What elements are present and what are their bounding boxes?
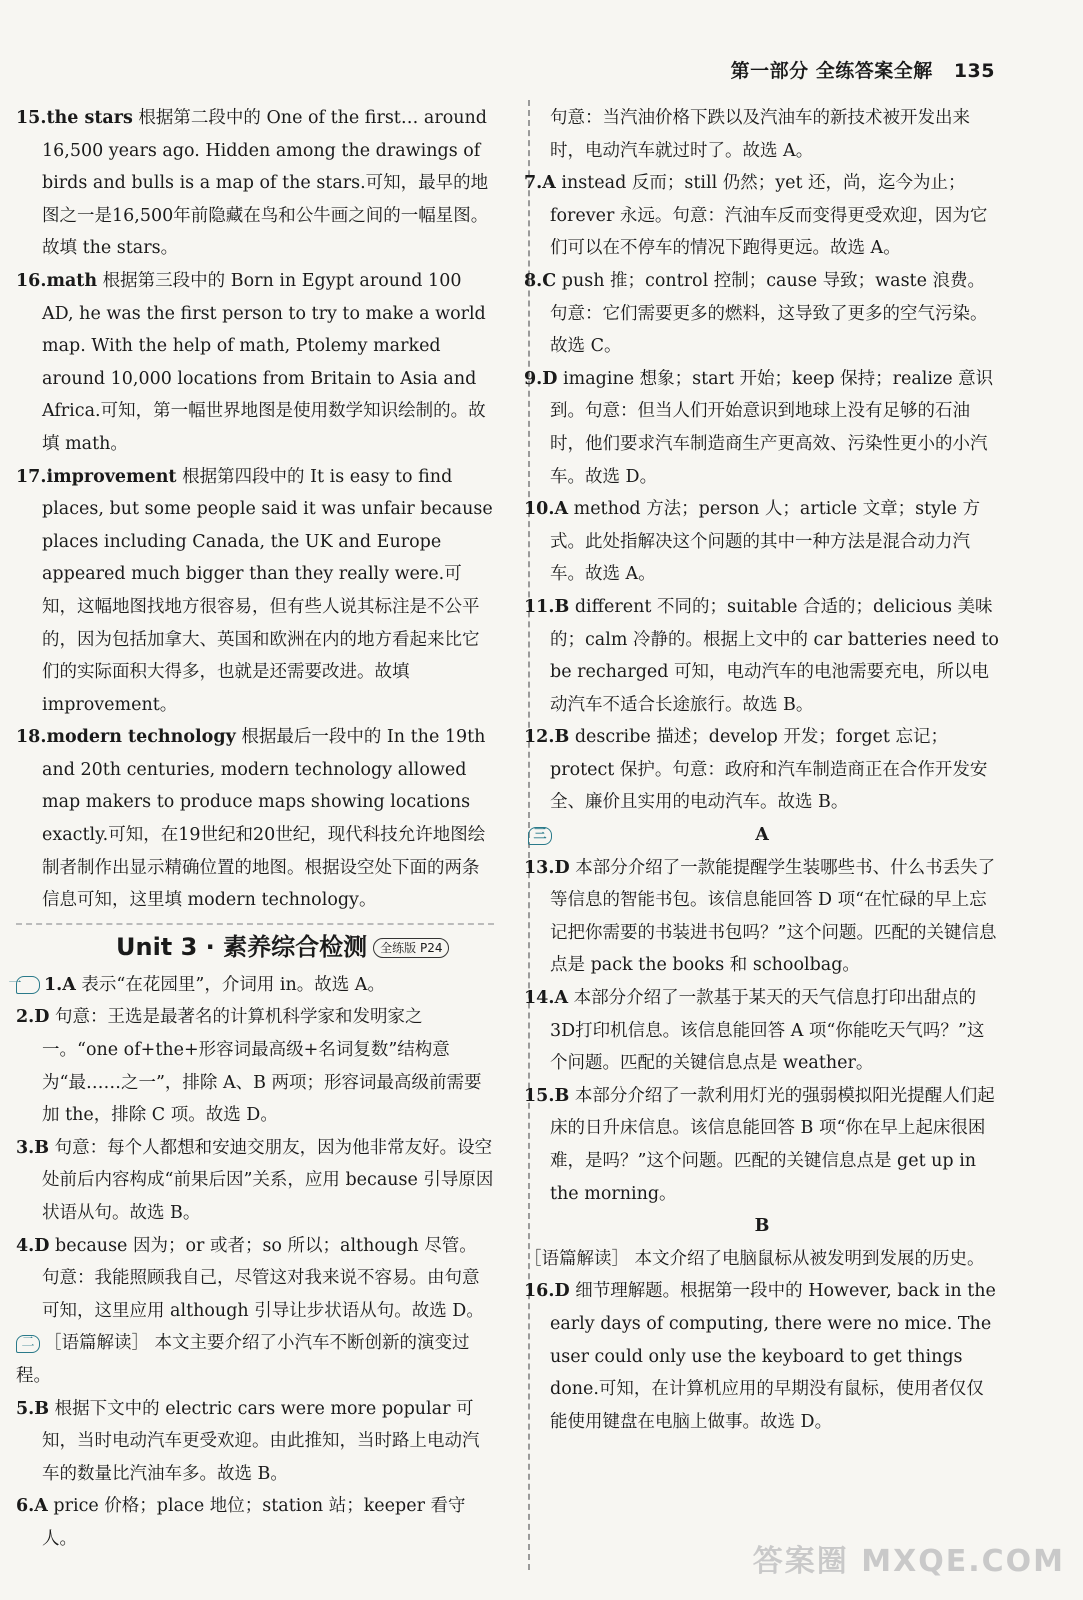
answer-item	[524, 363, 1000, 493]
section-one-icon: 一	[16, 976, 40, 994]
answer-item	[524, 1080, 1000, 1210]
answer-text: 句意：王选是最著名的计算机科学家和发明家之一。“one of+the+形容词最高级+名词复数”结构意为“最……之一”，排除 A、B 两项；形容词最高级前需要加 the，排除 C 项。故选 D。	[42, 1007, 482, 1126]
answer-item	[16, 1490, 494, 1555]
answer-text: 本部分介绍了一款基于某天的天气信息打印出甜点的3D打印机信息。该信息能回答 A 项“你能吃天气吗？”这个问题。匹配的关键信息点是 weather。	[550, 988, 985, 1074]
passage-intro-text: ［语篇解读］ 本文主要介绍了小汽车不断创新的演变过程。	[16, 1333, 470, 1386]
answer-text: push 推；control 控制；cause 导致；waste 浪费。句意：它们需要更多的燃料，这导致了更多的空气污染。故选 C。	[550, 270, 988, 357]
answer-item	[524, 167, 1000, 265]
answer-item	[524, 721, 1000, 819]
answer-label: 9.D	[524, 368, 558, 389]
answer-item	[16, 1001, 494, 1131]
answer-label: 15.B	[524, 1085, 570, 1106]
answer-label: 6.A	[16, 1496, 48, 1517]
answer-item	[524, 265, 1000, 363]
right-column	[524, 102, 1000, 1438]
page-header	[731, 56, 995, 83]
answer-text: 根据最后一段中的 In the 19th and 20th centuries, modern technology allowed map makers to produce maps showing locations exactly.可知，在19世纪和20世纪，现代科技允许地图绘制者制作出显示精确位置的地图。根据设空处下面的两条信息可知，这里填 modern technology。	[42, 727, 486, 911]
answer-item	[16, 1132, 494, 1230]
answer-text: price 价格；place 地位；station 站；keeper 看守人。	[42, 1496, 466, 1549]
answer-text: method 方法；person 人；article 文章；style 方式。此处指解决这个问题的其中一种方法是混合动力汽车。故选 A。	[550, 499, 981, 585]
answer-label: 5.B	[16, 1398, 50, 1419]
answer-text: different 不同的；suitable 合适的；delicious 美味的；calm 冷静的。根据上文中的 car batteries need to be recharged 可知，电动汽车的电池需要充电，所以电动汽车不适合长途旅行。故选 B。	[550, 596, 999, 715]
watermark-logo: 答案圈 MXQE.COM	[752, 1544, 1065, 1579]
page-number: 135	[953, 60, 995, 82]
part-b-label: B	[754, 1216, 770, 1237]
answer-label: 10.A	[524, 499, 569, 520]
unit-title	[16, 923, 494, 969]
answer-label: 3.B	[16, 1137, 50, 1158]
answer-label: 13.D	[524, 857, 570, 878]
answer-text: 本部分介绍了一款利用灯光的强弱模拟阳光提醒人们起床的日升床信息。该信息能回答 B 项“你在早上起床很困难，是吗？”这个问题。匹配的关键信息点是 get up in the morning。	[550, 1085, 995, 1204]
left-column	[8, 102, 494, 1556]
passage-intro: ［语篇解读］ 本文介绍了电脑鼠标从被发明到发展的历史。	[524, 1248, 985, 1269]
answer-label: 11.B	[524, 596, 570, 617]
section-title: 第一部分 全练答案全解	[730, 60, 933, 82]
version-badge: 全练版 P24	[373, 938, 449, 958]
answer-item	[524, 852, 1000, 982]
answer-text: because 因为；or 或者；so 所以；although 尽管。句意：我能照顾我自己，尽管这对我来说不容易。由句意可知，这里应用 although 引导让步状语从句。故选 D。	[42, 1235, 484, 1321]
answer-label: 7.A	[524, 173, 556, 194]
section-two-icon: 二	[16, 1335, 40, 1353]
part-heading	[524, 819, 1000, 852]
answer-label: 15.the stars	[16, 108, 133, 128]
answer-label: 17.improvement	[16, 466, 177, 487]
answer-item	[524, 591, 1000, 721]
answer-item	[524, 1275, 1000, 1438]
answer-item	[16, 461, 494, 722]
answer-label: 12.B	[524, 727, 570, 748]
unit-title-text: Unit 3 · 素养综合检测	[116, 932, 368, 961]
answer-text: 表示“在花园里”，介词用 in。故选 A。	[75, 974, 385, 995]
answer-text: imagine 想象；start 开始；keep 保持；realize 意识到。句意：但当人们开始意识到地球上没有足够的石油时，他们要求汽车制造商生产更高效、污染性更小的小汽车。故选 D。	[550, 368, 994, 487]
answer-text: 细节理解题。根据第一段中的 However, back in the early days of computing, there were no mice. The user could only use the keyboard to get things done.可知，在计算机应用的早期没有鼠标，使用者仅仅能使用键盘在电脑上做事。故选 D。	[550, 1281, 996, 1432]
answer-text: 根据下文中的 electric cars were more popular 可知，当时电动汽车更受欢迎。由此推知，当时路上电动汽车的数量比汽油车多。故选 B。	[42, 1398, 480, 1484]
answer-item	[16, 1230, 494, 1328]
answer-item	[16, 721, 494, 917]
answer-item	[16, 102, 494, 265]
answer-item	[524, 982, 1000, 1080]
answer-text: 句意：每个人都想和安迪交朋友，因为他非常友好。设空处前后内容构成“前果后因”关系，应用 because 引导原因状语从句。故选 B。	[42, 1137, 494, 1223]
answer-label: 8.C	[524, 270, 557, 291]
answer-text: 根据第四段中的 It is easy to find places, but some people said it was unfair because places including Canada, the UK and Europe appeared much bigger than they really were.可知，这幅地图找地方很容易，但有些人说其标注是不公平的，因为包括加拿大、英国和欧洲在内的地方看起来比它们的实际面积大得多，也就是还需要改进。故填 improvement。	[42, 466, 493, 715]
answer-item	[16, 265, 494, 461]
answer-item	[524, 493, 1000, 591]
answer-item	[8, 969, 494, 1002]
answer-label: 2.D	[16, 1007, 50, 1028]
section-three-icon: 三	[528, 827, 552, 845]
answer-label: 14.A	[524, 988, 569, 1009]
answer-label: 16.D	[524, 1281, 570, 1302]
passage-intro	[16, 1327, 494, 1392]
answer-continuation: 句意：当汽油价格下跌以及汽油车的新技术被开发出来时，电动汽车就过时了。故选 A。	[550, 108, 970, 161]
answer-text: 根据第三段中的 Born in Egypt around 100 AD, he was the first person to try to make a world map. With the help of math, Ptolemy marked around 10,000 locations from Britain to Asia and Africa.可知，第一幅世界地图是使用数学知识绘制的。故填 math。	[42, 270, 486, 454]
answer-text: describe 描述；develop 开发；forget 忘记；protect 保护。句意：政府和汽车制造商正在合作开发安全、廉价且实用的电动汽车。故选 B。	[550, 727, 988, 813]
answer-text: instead 反而；still 仍然；yet 还，尚，迄今为止；forever 永远。句意：汽油车反而变得更受欢迎，因为它们可以在不停车的情况下跑得更远。故选 A。	[550, 173, 988, 259]
answer-label: 1.A	[44, 974, 76, 995]
part-a-label: A	[755, 825, 769, 846]
answer-text: 本部分介绍了一款能提醒学生装哪些书、什么书丢失了等信息的智能书包。该信息能回答 D 项“在忙碌的早上忘记把你需要的书装进书包吗？”这个问题。匹配的关键信息点是 pack the books 和 schoolbag。	[550, 857, 997, 976]
answer-label: 18.modern technology	[16, 727, 236, 748]
answer-item	[16, 1393, 494, 1491]
answer-label: 16.math	[16, 270, 98, 291]
answer-label: 4.D	[16, 1235, 50, 1256]
answer-text: 根据第二段中的 One of the first… around 16,500 years ago. Hidden among the drawings of birds and bulls is a map of the stars.可知，最早的地图之一是16,500年前隐藏在鸟和公牛画之间的一幅星图。故填 the stars。	[42, 108, 489, 259]
